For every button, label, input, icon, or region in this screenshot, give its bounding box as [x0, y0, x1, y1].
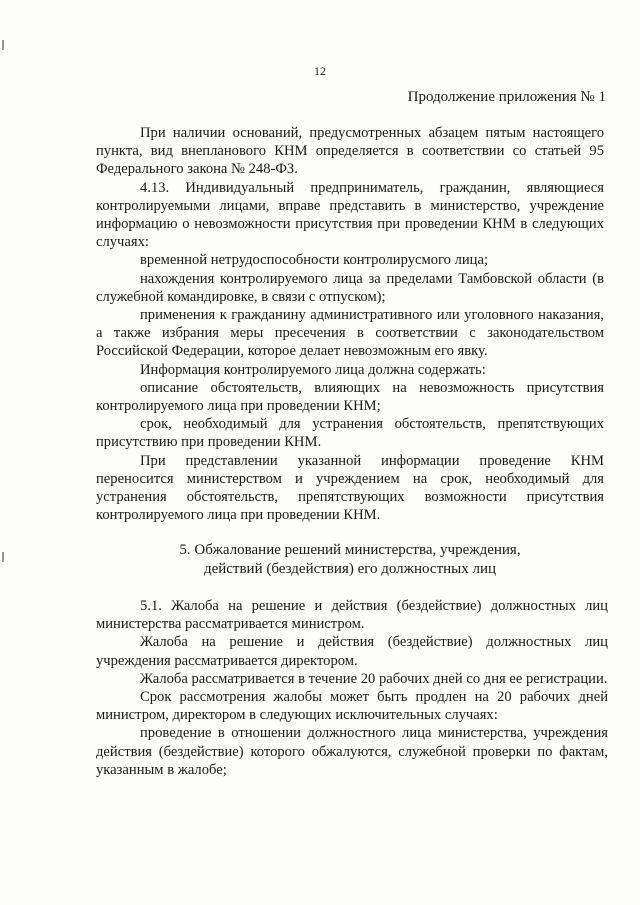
paragraph: срок, необходимый для устранения обстоятельств, препятствующих присутствию при проведении КНМ.: [96, 416, 604, 451]
section-heading-line: 5. Обжалование решений министерства, учреждения,: [179, 542, 521, 558]
scan-edge-mark: [2, 40, 4, 50]
section-heading-line: действий (бездействия) его должностных лиц: [203, 561, 497, 577]
section-heading: [96, 541, 604, 579]
scan-edge-mark: [2, 552, 4, 562]
paragraph: При представлении указанной информации проведение КНМ переносится министерством и учреждением на срок, необходимый для устранения обстоятельств, препятствующих возможности присутствия контролируемого лица при проведении КНМ.: [96, 452, 604, 524]
paragraph: проведение в отношении должностного лица министерства, учреждения действия (бездействие) которого обжалуются, служебной проверки по фактам, указанным в жалобе;: [96, 725, 608, 778]
section-body-text-block: [96, 597, 608, 779]
paragraph: 4.13. Индивидуальный предприниматель, гражданин, являющиеся контролируемыми лицами, вправе представить в министерство, учреждение информацию о невозможности присутствия при проведении КНМ в следующих случаях:: [96, 179, 604, 251]
paragraph: Жалоба на решение и действия (бездействие) должностных лиц учреждения рассматривается директором.: [96, 634, 608, 669]
paragraph: 5.1. Жалоба на решение и действия (бездействие) должностных лиц министерства рассматривается министром.: [96, 598, 608, 633]
appendix-continuation-note: Продолжение приложения № 1: [407, 89, 606, 105]
paragraph: применения к гражданину административного или уголовного наказания, а также избрания меры пресечения в соответствии с законодательством Российской Федерации, которое делает невозможным его явку.: [96, 307, 604, 360]
paragraph: При наличии оснований, предусмотренных абзацем пятым настоящего пункта, вид внепланового КНМ определяется в соответствии со статьей 95 Федерального закона № 248-ФЗ.: [96, 125, 604, 178]
body-text-block: [96, 124, 604, 524]
paragraph: Информация контролируемого лица должна содержать:: [140, 361, 486, 378]
page-number: 12: [314, 64, 326, 78]
paragraph: Жалоба рассматривается в течение 20 рабочих дней со дня ее регистрации.: [140, 670, 608, 687]
paragraph: временной нетрудоспособности контролирусмого лица;: [140, 252, 489, 269]
paragraph: описание обстоятельств, влияющих на невозможность присутствия контролируемого лица при проведении КНМ;: [96, 379, 604, 415]
paragraph: Срок рассмотрения жалобы может быть продлен на 20 рабочих дней министром, директором в следующих исключительных случаях:: [96, 689, 608, 724]
paragraph: нахождения контролируемого лица за пределами Тамбовской области (в служебной командировке, в связи с отпуском);: [96, 270, 604, 305]
